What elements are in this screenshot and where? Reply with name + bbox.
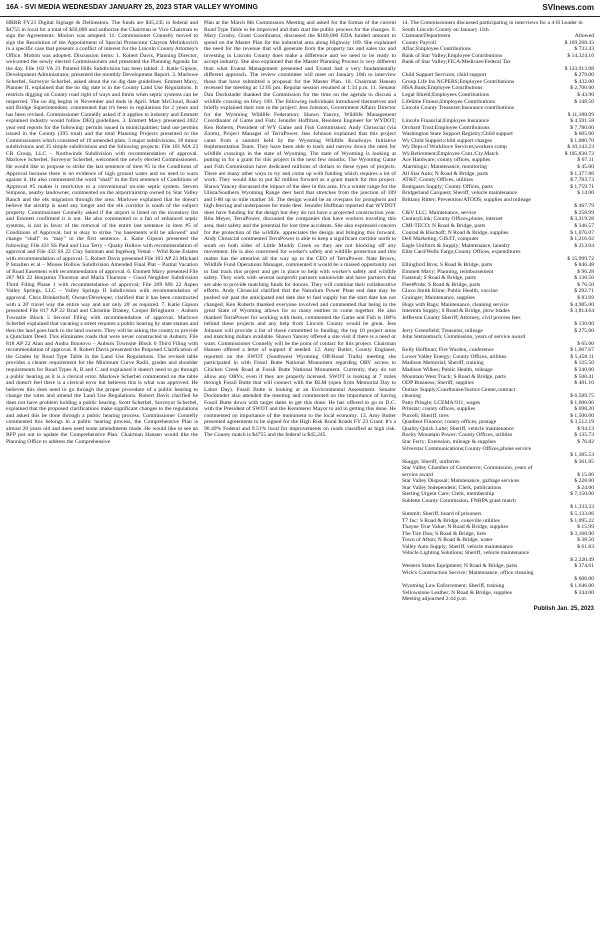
claim-amount: $ 43.90 bbox=[577, 92, 594, 99]
claim-amount: $ 1,000.00 bbox=[570, 399, 594, 406]
claim-amount: $ 432.00 bbox=[574, 78, 594, 85]
claim-name: Lower Valley Energy; County Offices, utilities bbox=[402, 353, 507, 360]
claim-name: Bridgerland Carquest; Sheriff, vehicle maintenance bbox=[402, 190, 517, 197]
claim-name: ODP Business; Sheriff, supplies bbox=[402, 380, 474, 387]
claim-amount: $ 4,591.58 bbox=[570, 118, 594, 125]
claim-name: Washington State Support Registry;Child support bbox=[402, 131, 513, 138]
claim-amount: $ 240.00 bbox=[574, 366, 594, 373]
claim-amount: $ 65.00 bbox=[577, 340, 594, 347]
claim-amount: $ 3,160.90 bbox=[570, 530, 594, 537]
claim-name: Grainger; Maintenance, supplies bbox=[402, 294, 475, 301]
claim-name: Fastenal; S Road & Bridge, parts bbox=[402, 275, 476, 282]
claim-name: CMI-TECO; N Road & Bridge, parts bbox=[402, 222, 486, 229]
claim-name: All Star Auto; N Road & Bridge, parts bbox=[402, 170, 489, 177]
claim-amount: $ 1,646.00 bbox=[570, 583, 594, 590]
claim-name: Intermtn Supply; S Road & Bridge, plow blades bbox=[402, 308, 510, 315]
claim-amount: $ 169,268.43 bbox=[564, 39, 594, 46]
claim-amount: $ 3,319.28 bbox=[570, 216, 594, 223]
claim-name: Lincoln Financial;Employee Insurance bbox=[402, 118, 489, 125]
claim-amount: $ 10,143.23 bbox=[567, 144, 594, 151]
claim-amount: $ 7,783.73 bbox=[570, 177, 594, 184]
claim-name: Child Support Services; child support bbox=[402, 72, 487, 79]
claim-name: Dell Marketing; GIS/IT, computer bbox=[402, 236, 479, 243]
claim-name: Star Valley Chamber of Commerce; Commission, years of bbox=[402, 465, 533, 472]
claim-name: Orchard Trust;Employee Contributions bbox=[402, 124, 490, 131]
claim-amount: $ 258.99 bbox=[574, 209, 594, 216]
publish-line: Publish Jan. 25, 2023 bbox=[533, 605, 594, 612]
claim-amount: $ 61.83 bbox=[577, 543, 594, 550]
claim-name: The Tire Don; S Road & Bridge, tires bbox=[402, 530, 487, 537]
claim-name: John Stetzenbach; Commission, years of service award bbox=[402, 334, 526, 341]
claim-name: Rocky Mountain Power; County Offices, utilities bbox=[402, 432, 513, 439]
claim-name: Emmett Mavy; Planning, reimbursement bbox=[402, 268, 494, 275]
claim-name: C&V LLC; Maintenance, service bbox=[402, 209, 477, 216]
claim-name: Sublette County Commission, FNRPA grant match bbox=[402, 497, 516, 504]
claim-name: Ellingford Bros; S Road & Bridge, parts bbox=[402, 262, 493, 269]
claim-name: Madison Wilkes; Public Health, mileage bbox=[402, 366, 493, 373]
header-dateline: 16A - SVI MEDIA WEDNESDAY JANUARY 25, 2023 STAR VALLEY WYOMING bbox=[6, 4, 258, 11]
claim-amount: $ 1,216.02 bbox=[570, 236, 594, 243]
claim-amount: $ 135.73 bbox=[574, 432, 594, 439]
claim-amount: $ 1,095.22 bbox=[570, 517, 594, 524]
claim-name: Eagle Uniform & Supply; Maintenance, laundry bbox=[402, 242, 511, 249]
claim-amount: $ 1,333.33 bbox=[570, 504, 594, 511]
claim-name: Wy Child Support;child support charges bbox=[402, 137, 492, 144]
claim-name: Alarmlogic; Maintenance, monitoring bbox=[402, 164, 487, 171]
claim-amount: $ 6,589.75 bbox=[570, 393, 594, 400]
claim-amount: $ 45.00 bbox=[577, 164, 594, 171]
claim-amount: $ 733.43 bbox=[574, 46, 594, 53]
claim-name: service award bbox=[402, 471, 433, 478]
claim-name: Purcell; Sheriff, tires bbox=[402, 412, 449, 419]
claim-amount: $ 846.48 bbox=[574, 262, 594, 269]
claim-name: Mountain West Truck; S Road & Bridge, parts bbox=[402, 373, 506, 380]
claim-name: Ace Hardware; county offices, supplies bbox=[402, 157, 491, 164]
claim-name: CenturyLink; County Offices,phone, internet bbox=[402, 216, 503, 223]
claim-name: Jerry Greenfield; Treasurer, mileage bbox=[402, 327, 483, 334]
claim-amount: $ 1,385.53 bbox=[570, 452, 594, 459]
claim-name: Yellowstone Leather; N Road & Bridge, supplies bbox=[402, 589, 512, 596]
claim-amount: $ 213.04 bbox=[574, 242, 594, 249]
claim-amount: $ 2,220.49 bbox=[570, 556, 594, 563]
claim-amount: $ 4,985.00 bbox=[570, 301, 594, 308]
claim-name: Star Ferry; Extension, mileage & supplies bbox=[402, 439, 496, 445]
claim-amount: $ 1,500.00 bbox=[570, 412, 594, 419]
claim-name: Legal Shield;Employees Contributions bbox=[402, 92, 490, 99]
claim-amount: $ 244.00 bbox=[574, 589, 594, 596]
claim-amount: $ 500.41 bbox=[574, 373, 594, 380]
claim-amount: $ 14,324.16 bbox=[567, 52, 594, 59]
claim-amount: $ 5,458.11 bbox=[570, 353, 594, 360]
claims-header-amount: Allowed bbox=[574, 33, 594, 40]
claim-amount: $ 94.13 bbox=[577, 425, 594, 432]
claim-amount: $ 76.82 bbox=[577, 439, 594, 445]
claim-name: Hugs with Rags; Maintenance, cleaning service bbox=[402, 301, 509, 308]
claim-amount: $ 3,814.64 bbox=[570, 308, 594, 315]
claim-name: Prinstar; county offices, supplies bbox=[402, 406, 476, 413]
article-columns bbox=[6, 20, 594, 923]
claim-amount: $ 3,512.19 bbox=[570, 419, 594, 426]
claim-name: Quality Quick Lube; Sheriff, vehicle maintenance bbox=[402, 425, 514, 432]
claim-name: Wick's Construction Service; Maintenance, office cleaning bbox=[402, 569, 534, 576]
claim-amount: $ 24.00 bbox=[577, 484, 594, 491]
claim-name: Wy.Retirement;Employee Cont./Cty.Match bbox=[402, 150, 499, 157]
claim-amount: $ 361.85 bbox=[574, 458, 594, 465]
claim-name: cleaning bbox=[402, 393, 421, 400]
claim-name: T7 Inc; S Road & Bridge, cokeville utilities bbox=[402, 517, 500, 524]
claim-amount: $ 7,780.00 bbox=[570, 124, 594, 131]
closing-line: Meeting adjourned 2:44 p.m. bbox=[402, 596, 468, 603]
header-site: SVInews.com bbox=[542, 3, 594, 12]
column-3-intro: 14. The Commissioners discussed participating in interviews for a 4-H Leader in South Lincoln County on January 11th. bbox=[402, 20, 583, 33]
claim-amount: $ 1,067.67 bbox=[570, 347, 594, 354]
claim-amount: $ 11,188.09 bbox=[567, 111, 594, 118]
claim-amount: $ 14.00 bbox=[577, 190, 594, 197]
claim-amount: $ 605.00 bbox=[574, 131, 594, 138]
claim-amount: $ 76.50 bbox=[577, 281, 594, 288]
claim-name: Conrad & Bischoff; N Road & Bridge, supplies bbox=[402, 229, 509, 236]
claim-amount: $ 105,830.73 bbox=[564, 150, 594, 157]
claim-amount: $ 467.79 bbox=[574, 203, 594, 210]
claim-amount: $ 83.69 bbox=[577, 294, 594, 301]
claim-name: Star Valley Independent; Clerk, publications bbox=[402, 484, 502, 491]
claim-name: FleetPride; S Road & Bridge, parts bbox=[402, 281, 481, 288]
claim-amount: $ 228.00 bbox=[574, 478, 594, 485]
claim-name: Patty Pringle; LCEMA/911, wages bbox=[402, 399, 481, 406]
claim-amount: $ 15,999.72 bbox=[567, 255, 594, 262]
claim-amount: $ 1,076.07 bbox=[570, 229, 594, 236]
claim-name: Bank of Star Valley;Employee Contributions bbox=[402, 52, 503, 59]
claim-name: Sterling Urgent Care; Clerk, membership bbox=[402, 491, 495, 498]
claim-name: Glaxo Smith Kline; Public Health, vaccine bbox=[402, 288, 498, 295]
claim-name: Thayne True Value; N Road & Bridge, supplies bbox=[402, 524, 509, 531]
claim-amount: $ 1,377.86 bbox=[570, 170, 594, 177]
claim-amount: $ 374.61 bbox=[574, 563, 594, 570]
claim-name: Kelly Hoffman; Fire Warden, conference bbox=[402, 347, 494, 354]
claim-amount: $ 15.00 bbox=[577, 471, 594, 478]
claim-amount: $ 275.00 bbox=[574, 327, 594, 334]
claims-header-name: Claimant/Department bbox=[402, 33, 451, 40]
claim-name: Quadient Finance; county offices, postage bbox=[402, 419, 497, 426]
claim-amount: $ 1,759.71 bbox=[570, 183, 594, 190]
claim-name: HSA Bank;Employee Contributions bbox=[402, 85, 483, 92]
claim-amount: $ 279.00 bbox=[574, 72, 594, 79]
column-2: Plan at the March 8th Commission Meeting and asked for the format of the current Road Type Table to be improved and then start the public process for the changes. 9. Mary Crosby, Grant Coordinator, discussed the $180,000 EDA funded amount to spend on the Master Plan for the industrial area along Highway 189. She explained the need for the revenue that will generate from the property tax and sales tax and investing in Lincoln County does make a difference and we need to be ready to accept industry. She also explained that the Master Planning Process is very different than what Evanst Management presented and Evanst had a very fundamentally different approach. The review committee will meet on January 10th to interview those that have submitted a proposal for the Master Plan. 10. Chairman Hansen recessed the meeting at 12:05 pm. Regular session resumed at 1:34 p.m. 11. Senator Dan Dockstader thanked the Commission for the time on the agenda to discuss a wildlife crossing on Hwy 189. The following individuals introduced themselves and briefly explained their role in the project: Jess Johnson, Government Affairs Director for the Wyoming Wildlife Federation; Shawn Yancey, Wildlife Management Coordinator of Game and Fish; Jennifer Hoffman, Resident Engineer for WYDOT; Ken Roberts, President of WY Game and Fish Commission; Andy Chruscial (via Zoom), Project Manager of TerraPower. Jess Johnson explained that this project came from a summit held by the Wyoming Wildlife Roadways Initiative Implementation Team. They have been able to track and narrow down the need for wildlife crossings in the state of Wyoming. The state of Wyoming is looking at putting in for a grant for this project in the next few months. The Wyoming Game and Fish Commission have dedicated millions of dollars to these types of projects. There are many other ways to try and come up with funding which requires a lot of work. They would like to put $2 million forward as a grant match for this project. Shawn Yancey discussed the impact of the deer in this area. It's a winter range for the Ulista/Southern Wyoming Range deer herd that stretches from the junction of 189 and I-80 up to mile marker 30. The design would be an overpass for pronghorn and high fencing and underpasses for mule deer. Jennifer Hoffman reported that WYDOT does have funding for the design but they do not have a projected construction year. Rita Meyer, TerraPower, discussed the companies that have workers traveling this area, their safety and the potential for lost time accidents. She also expressed concern for the protection of the wildlife, appreciates the design and bringing this forward. Andy Chruscial commented TerraPower is able to keep a significant corridor north to south on both sides of Little Muddy Creek so they are not blocking off any movement. He is also concerned for worker's safety and wildlife protection and this matter has the attention all the way up to the CEO of TerraPower. Nate Brown, Wildlife Fund Operations Manager, commented it would be a missed opportunity not to fast track this project and get in place to help with worker's safety and wildlife safety. They work with several nonprofit partners nationwide and have partners that are able to provide matching funds for donors. They will continue their collaborative efforts. Andy Chruscial clarified that the Naturium Power Plant end date may be pushed out past the anticipated end date due to fuel supply but the start date has not changed. Ken Roberts thanked everyone involved and commented that being in the great State of Wyoming allows for so many entities to come together. He also thanked TerraPower for working with them, commented the Game and Fish is 100% behind these projects and any help from Lincoln County would be great. Jess Johnson will provide a list of those committed to funding, the top 10 project areas and matching dollars available. Shawn Yancey offered a site visit if there is a need or want. Commissioner Connelly will be the point of contact for this project. Chairman Hansen offered a letter of support if needed. 12. Amy Butler, County Engineer, reported on the SWOT (Southwest Wyoming Off-Road Trails) meeting she participated in with Fossil Butte National Monument regarding ORV access to Chicken Creek Road at Fossil Butte National Monument. Currently, they do not allow any ORVs, even if they are properly licensed. SWOT is looking at 7 miles through Fossil Butte that will connect with the BLM (open from Memorial Day to Labor Day). Fossil Butte is looking at an Environmental Assessment. Senator Dockstader also attended the meeting and commented on the importance of having Fossil Butte down with target dates to get this done. He has offered to go to D.C. with the President of SWOT and the Kemmerer Mayor to aid in getting this done. He commented on importance of the monument to the local economy. 13. Amy Butler presented agreements to be signed for the High Risk Rural Roads FY 23 Grant. It's a 90.49% Federal and 9.51% local for improvements on roads classified as high risk. The County match is $4755 and the federal is $45,245. bbox=[204, 20, 396, 439]
claim-amount: $ 130.50 bbox=[574, 275, 594, 282]
claim-amount: $ 7,150.00 bbox=[570, 491, 594, 498]
claim-amount: $ 346.57 bbox=[574, 222, 594, 229]
page-header bbox=[0, 0, 600, 17]
claim-name: Summit; Sheriff, board of prisoners bbox=[402, 511, 482, 518]
claim-name: Wyoming Law Enforcement; Sheriff, training bbox=[402, 583, 505, 590]
claim-amount: $ 292.71 bbox=[574, 288, 594, 295]
claim-amount: $ 401.10 bbox=[574, 380, 594, 387]
claim-name: Wy Dept.of Workforce Services;workers comp bbox=[402, 144, 507, 151]
claim-amount: $ 698.20 bbox=[574, 406, 594, 413]
claim-name: Skaggs; Sheriff, uniforms bbox=[402, 458, 460, 465]
claim-amount: $ 148.50 bbox=[574, 98, 594, 105]
claim-name: Western States Equipment; N Road & Bridge, parts bbox=[402, 563, 518, 570]
claim-amount: $ 5,133.06 bbox=[570, 511, 594, 518]
claim-name: Bomgaars Supply; County Offices, parts bbox=[402, 183, 493, 190]
claims-list bbox=[402, 40, 594, 596]
claim-name: Lincoln County Treasurer;Insurance contributions bbox=[402, 105, 515, 112]
claim-amount: $ 1,080.70 bbox=[570, 137, 594, 144]
claim-name: Group Life Ins NCPERS;Employee Contributions bbox=[402, 78, 515, 85]
claim-amount: $ 2,700.00 bbox=[570, 85, 594, 92]
claim-name: Town of Afton; N Road & Bridge, water bbox=[402, 537, 493, 544]
claim-amount: $ 96.28 bbox=[577, 268, 594, 275]
claim-amount: $ 15.99 bbox=[577, 524, 594, 531]
claim-name: Silverstar Communications;County Offices,phone service bbox=[402, 445, 532, 452]
claim-amount: $ 133,913.08 bbox=[564, 65, 594, 72]
claim-amount: $ 67.11 bbox=[577, 157, 594, 164]
claim-name: Elite Card/Wells Fargo;County Offices, expenditures bbox=[402, 249, 521, 256]
claim-name: Vehicle Lighting Solutions; Sheriff, vehicle maintenance bbox=[402, 550, 529, 557]
claim-name: Madison Memorial; Sheriff, training bbox=[402, 360, 484, 367]
claim-amount: $ 38.50 bbox=[577, 537, 594, 544]
claim-name: Valley Auto Supply; Sheriff, vehicle maintenance bbox=[402, 543, 513, 550]
claim-name: AT&T; County Offices, utilities bbox=[402, 177, 474, 184]
claim-name: Bank of Star Valley;FICA/Medicare/Federal Tax bbox=[402, 59, 511, 66]
claim-name: Lifetime Fitness;Employee Contributions bbox=[402, 98, 495, 105]
claim-amount: $ 600.00 bbox=[574, 576, 594, 583]
claim-name: Jefferson County Sheriff; Attorney, civil process fees bbox=[402, 314, 521, 321]
claim-amount: $ 130.00 bbox=[574, 321, 594, 328]
claim-amount: $ 125.50 bbox=[574, 360, 594, 367]
column-1: HRRR FY23 Digital Signage & Delineators. The funds are $45,245 in federal and $4755 in local for a total of $50,000 and authorize the Chairman or Vice Chairman to sign the Agreements. Motion was adopted. 11. Commissioner Connelly moved to sign the Resolution of the Appointment of Special Prosecutor Clayton Melinkovich in a specific case that presents a conflict of interest for the Lincoln County Attorney's Office. Motion was adopted. Discussion items: 1. Robert Davis, Planning Director, welcomed the newly elected Commissioners and presented the Planning Agenda for the day. File 102 VA 23 Painted Hills Subdivision has been tabled. 2. Katie Gipson, Development Administrator, presented the monthly Development Report. 3. Marlowe Scherbel, Surveyor Scherbel, asked about the no dig date guidelines. Emmett Mavy, Planner II, explained that the no dig date is in the County Land Use Regulations. It restricts digging on County road right of ways and limits when septic systems can be inspected. The no dig begins in November and ends in April. Matt McCloud, Road and Bridge Superintendent, commented that it's been in regulations for 2 years and has been revised. Commissioner Connelly asked if it applies to industry and Emmett explained industry would follow DEQ guidelines. 3. Emmett Mavy presented 2022 year end reports for the following: permits issued in municipalities; land use permits issued in the County (395 total) and the total Planning Projects presented to the Commissioners which consisted of 19 amended plats, 3 major subdivisions, 18 minor subdivisions and 35 simple subdivisions and the following projects: File 101 MA 23 CR Group, LLC – Northwinds Subdivision with recommendation of approval. Marlowe Scherbel, Surveyor Scherbel, welcomed the newly elected Commissioners. He would like to propose to strike the last sentence of item #5 in the Conditions of Approval because there is no evidence of high ground water and no need to warn against it. He also commented the word "shall" in the first sentence of Conditions of Approval #5 makes it restrictive to a conventional on-site septic system. Steven Simpson, nearby landowner, commented on the airport/airstrip owned by Star Valley Ranch and the elk migration through the area. Marlowe explained that he doesn't believe the airstrip is used any longer and the elk corridor is south of the subject property. Commissioner Connelly asked if the airport is listed on the inventory list and Emmett confirmed it is not. He also commented to a fan of enhanced septic systems, is not in favor of the removal of the entire last sentence in item #5 of Conditions of Approval, but is okay to strike "no basements will be allowed" and change "shall" to "may" in the first sentence. 4. Katie Gipson presented the following: File 431 SS Paul and Lisa Terry – Quaky Hollow with recommendation of approval and File 432 SS 22 Clay Salzman and Ingeborg Vestal – Wild Rose Estates with recommendation of approval. 5. Robert Davis presented File 103 AP 23 Michael P Smallen et al – Moose Hollow Subdivision Amended Final Plat – Partial Vacation of Road Easement with recommendation of approval. 6. Emmett Mavy presented File 287 MS 22 Benjamin Thurston and Marla Thurston – Good Neighbor Subdivision Third Filing Phase 1 with recommendation of approval; File 209 MS 22 Aspen Valley Springs, LLC – Valley Springs II Subdivision with recommendation of approval. Chris Brinkerhoff, Owner/Developer, clarified that it has been constructed with a 20' travel way the entire way and not only 20' as required. 7. Katie Gipson presented File 817 AP 22 Brad and Christine Draney, Cooper Bringhurst – Auburn Townsite Block 5 Second Filing with recommendation of approval. Marlowe Scherbel explained that vacating a street requires a public hearing by state statues and then the land goes back to the land owners. They will be asking the county to provide a Quitclaim Deed. This eliminates roads that were never constructed in Auburn; File 818 AP 22 Alan and Audra Ihnotovo – Auburn Townsite Block 6 Third Filing with recommendation of approval. 8. Robert Davis presented the Proposed Clarification of the Grades by Road Type Table in the Land Use Regulations. The revised table provides a clearer requirement for the Minimum Curve Radii, grades and shoulder requirements for Road Types A, B and C and explained it doesn't need to go through a public hearing as it is a clerical error. Marlowe Scherbel commented on the table and doesn't feel there is a clerical error but believes this is what was approved. He believes this does need to go through the proper procedure of a public hearing to change the rules and amend the Land Use Regulations. Robert Davis clarified he does not have problem holding a public hearing. Scott Scherbel, Surveyor Scherbel, explained that the proposed clarifications make significant changes to the regulations and asked this be done through a public hearing process. Commissioner Connelly commented this belongs in a public hearing process, the Comprehensive Plan is almost 20 years old and does need some amendments made. He would like to see an RFP put out to update the Comprehensive Plan. Chairman Hansen would like the Planning Office to address the Comprehensive bbox=[6, 20, 198, 445]
claim-name: County Payroll bbox=[402, 39, 437, 46]
claim-name: Outlaw Supply;Courthouse/Justice Center,contract bbox=[402, 386, 516, 393]
claim-name: Brittany Ritter; Prevention/ATODS, supplies and mileage bbox=[402, 196, 531, 203]
column-3 bbox=[402, 20, 594, 923]
claim-name: Aflac;Employee Contributions bbox=[402, 46, 471, 53]
claim-name: Star Valley Disposal; Maintenance, garbage services bbox=[402, 478, 520, 485]
